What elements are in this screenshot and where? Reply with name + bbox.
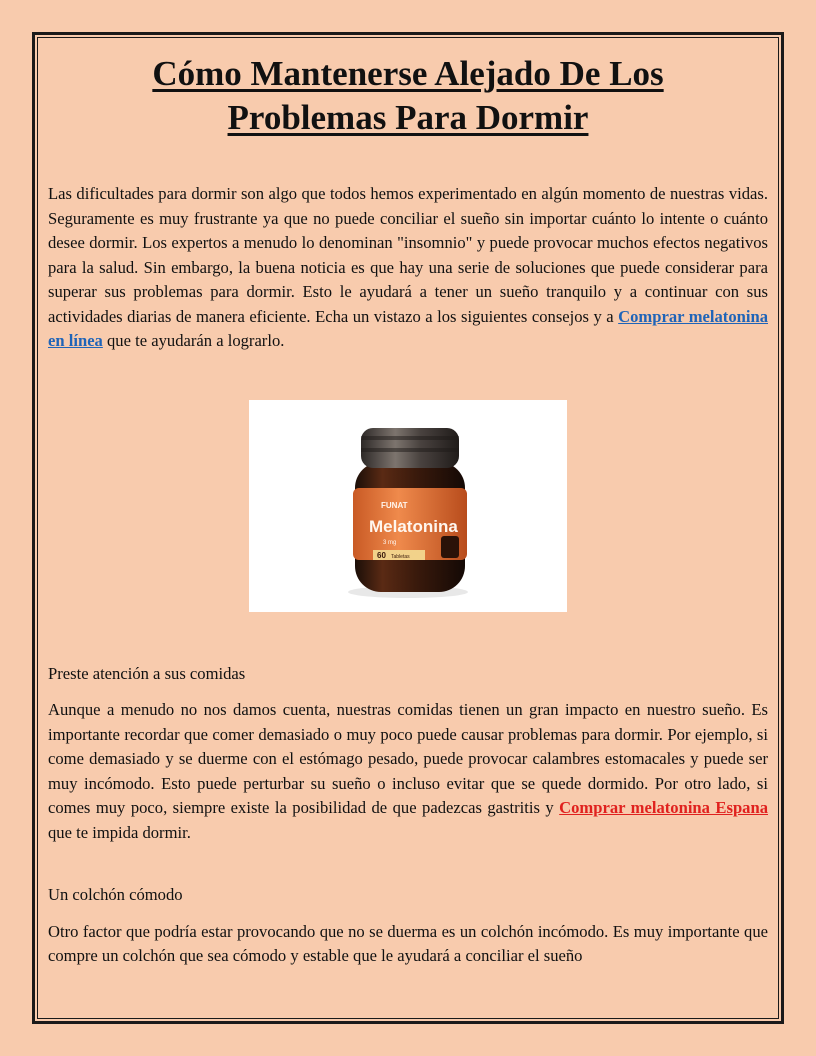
- section-heading-meals: Preste atención a sus comidas: [48, 663, 246, 683]
- intro-text-end: que te ayudarán a lograrlo.: [102, 331, 285, 350]
- buy-melatonin-online-link[interactable]: Comprar melatonina en línea: [48, 306, 768, 350]
- product-count: 60: [377, 550, 386, 560]
- product-name: Melatonina: [369, 516, 458, 536]
- section-heading-mattress: Un colchón cómodo: [48, 885, 183, 904]
- intro-paragraph: [48, 182, 768, 354]
- product-brand: FUNAT: [381, 500, 408, 510]
- buy-melatonin-spain-link[interactable]: Comprar melatonina Espana: [559, 798, 769, 817]
- meals-paragraph: [48, 698, 768, 845]
- document-body: [48, 52, 768, 969]
- product-count-label: Tabletas: [391, 553, 410, 560]
- intro-text: Las dificultades para dormir son algo que todos hemos experimentado en algún momento de nuestras vidas. Seguramente es muy frustrante ya que no puede conciliar el sueño sin importar cuánto lo intente o cuánto desee dormir. Los expertos a menudo lo denominan "insomnio" y puede provocar muchos efectos negativos para la salud. Sin embargo, la buena noticia es que hay una serie de soluciones que puede considerar para superar sus problemas para dormir. Esto le ayudará a tener un sueño tranquilo y a continuar con sus actividades diarias de manera eficiente. Echa un vistazo a los siguientes consejos y a: [48, 184, 768, 326]
- title-line-1: Cómo Mantenerse Alejado De Los: [152, 54, 664, 93]
- meals-text-end: que te impida dormir.: [48, 822, 191, 842]
- title-line-2: Problemas Para Dormir: [227, 98, 589, 137]
- product-dose: 3 mg: [383, 539, 397, 546]
- melatonin-product-image: [249, 400, 567, 612]
- document-title: [48, 52, 768, 140]
- mattress-paragraph: Otro factor que podría estar provocando que no se duerma es un colchón incómodo. Es muy importante que compre un colchón que sea cómodo y estable que le ayudará a conciliar el sueño: [48, 921, 768, 965]
- meals-text: Aunque a menudo no nos damos cuenta, nuestras comidas tienen un gran impacto en nuestro sueño. Es importante recordar que comer demasiado o muy poco puede causar problemas para dormir. Por ejemplo, si come demasiado y se duerme con el estómago pesado, puede provocar calambres estomacales y puede ser muy incómodo. Esto puede perturbar su sueño o incluso evitar que se quede dormido. Por otro lado, si comes muy poco, siempre existe la posibilidad de que padezcas gastritis y: [48, 700, 768, 817]
